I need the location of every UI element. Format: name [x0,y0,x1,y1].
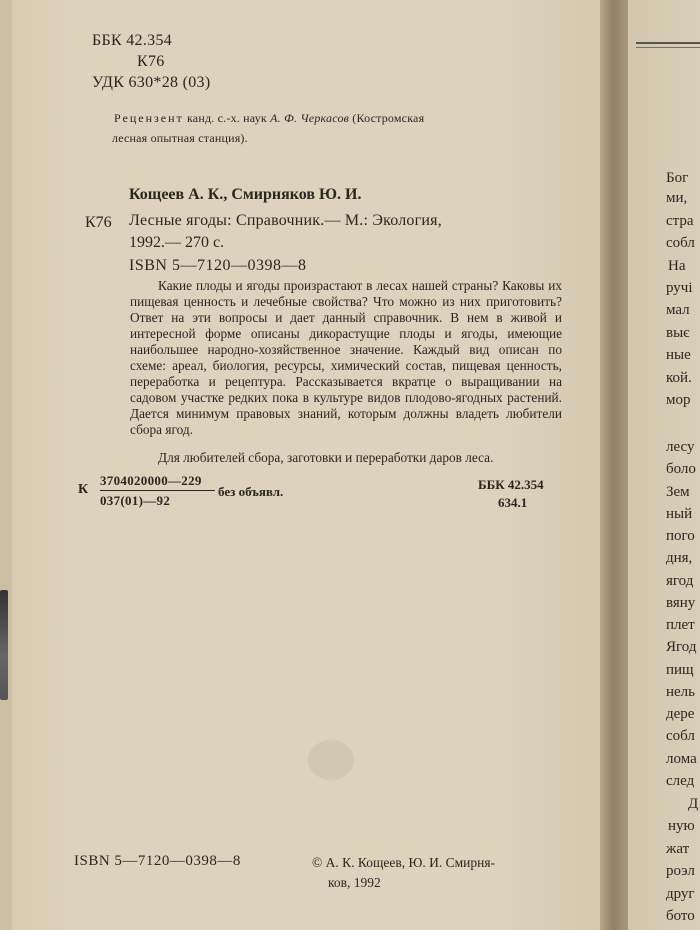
book-title-line: Лесные ягоды: Справочник.— М.: Экология, [129,212,442,229]
catalog-bbk [478,476,544,512]
facing-page-fragment: ную [668,818,695,834]
paper-stain [308,740,354,780]
left-page [12,0,610,930]
catalog-letter: К [78,482,89,497]
facing-page-fragment: ные [666,347,691,363]
facing-page-fragment: ручі [666,280,693,296]
facing-page-fragment: роэл [666,863,695,879]
catalog-denominator: 037(01)—92 [100,493,171,508]
facing-page-fragment: собл [666,728,695,744]
header-rule-thin [636,47,700,48]
price-note: без объявл. [218,484,284,499]
facing-page-fragment: стра [666,213,694,229]
reviewer-affiliation-1: (Костромская [352,111,425,125]
reviewer-label: Рецензент [114,111,184,125]
facing-page-fragment: На [668,258,686,274]
book-year-line: 1992.— 270 с. [129,234,225,251]
facing-page-fragment: друг [666,886,695,902]
catalog-bbk-code: ББК 42.354 [478,477,544,492]
facing-page-fragment: мор [666,392,691,408]
facing-page-fragment: Ягод [666,639,697,655]
facing-page-fragment: кой. [666,370,692,386]
header-rule [636,42,700,44]
reviewer-name: А. Ф. Черкасов [270,111,350,125]
facing-page-fragment: Зем [666,484,690,500]
audience-note: Для любителей сбора, заготовки и переработки даров леса. [158,450,494,465]
book-authors: Кощеев А. К., Смирняков Ю. И. [129,186,362,203]
facing-page-fragment: пого [666,528,695,544]
facing-page-fragment: Д [688,796,699,812]
facing-page-fragment: ягод [666,573,694,589]
facing-page-fragment: след [666,773,695,789]
reviewer-note [114,108,566,148]
facing-page-fragment: жат [666,841,690,857]
facing-page-fragment: ми, [666,190,688,206]
author-mark: К76 [137,53,165,70]
catalog-numerator: 3704020000—229 [100,473,215,491]
reviewer-degree: канд. с.-х. наук [186,111,267,125]
facing-page-fragment: лесу [666,439,695,455]
facing-page-fragment: лома [666,751,697,767]
copyright-line-2: ков, 1992 [328,875,381,890]
udk-code: УДК 630*28 (03) [92,74,211,91]
facing-page-fragment: мал [666,302,690,318]
footer-isbn: ISBN 5—7120—0398—8 [74,853,241,869]
facing-page-fragment: Бог [666,170,689,186]
reviewer-affiliation-2: лесная опытная станция). [112,131,248,145]
facing-page-fragment: боло [666,461,696,477]
facing-page-fragment: нель [666,684,696,700]
book-isbn: ISBN 5—7120—0398—8 [129,257,307,274]
catalog-bbk-sub: 634.1 [498,495,528,510]
binding-edge [0,590,8,700]
book-abstract: Какие плоды и ягоды произрастают в лесах нашей страны? Каковы их пищевая ценность и лечебные свойства? Что можно из них приготовить? Ответ на эти вопросы и дает данный справочник. В нем в живой и интересной форме описаны дикорастущие плоды и ягоды, имеющие наибольшее народно-хозяйственное значение. Каждый вид описан по схеме: ареал, биология, ресурсы, химический состав, пищевая ценность, переработка и рецептура. Рассказывается вкратце о выращивании на садовом участке редких пока в культуре видов плодово-ягодных растений. Дается минимум правовых знаний, которым должны владеть любители сбора ягод. [130,278,562,437]
facing-page-fragment: бото [666,908,695,924]
copyright-notice [312,853,495,893]
facing-page-fragment: собл [666,235,695,251]
classification-block [92,30,210,93]
facing-page-fragment: дня, [666,550,693,566]
facing-page-fragment: вяну [666,595,696,611]
book-gutter [600,0,628,930]
facing-page-fragment: дере [666,706,695,722]
facing-page [628,0,700,930]
facing-page-fragment: ный [666,506,693,522]
facing-page-fragment: выє [666,325,690,341]
facing-page-fragment: пищ [666,662,694,678]
facing-page-fragment: плет [666,617,695,633]
copyright-line-1: © А. К. Кощеев, Ю. И. Смирня- [312,855,496,870]
bibliographic-code: К76 [85,214,112,231]
bbk-code: ББК 42.354 [92,32,173,49]
